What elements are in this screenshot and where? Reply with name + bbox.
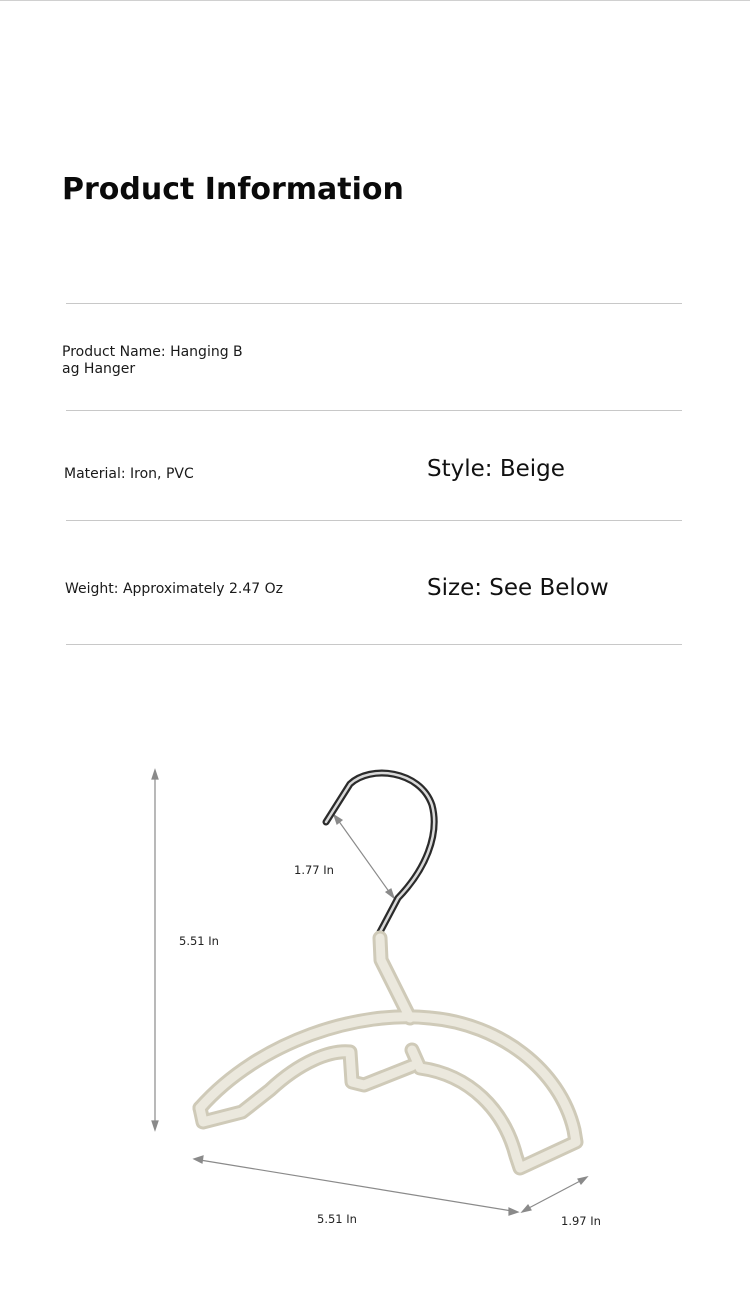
style-label: Style: Beige xyxy=(427,456,565,482)
depth-dimension-line xyxy=(527,1180,582,1209)
top-border xyxy=(0,0,750,1)
hanger-body xyxy=(200,938,576,1168)
divider xyxy=(66,303,682,304)
depth-label: 1.97 In xyxy=(561,1214,601,1228)
width-label: 5.51 In xyxy=(317,1212,357,1226)
hook-dimension-line xyxy=(338,820,390,893)
divider xyxy=(66,644,682,645)
divider xyxy=(66,410,682,411)
weight-label: Weight: Approximately 2.47 Oz xyxy=(65,581,283,597)
product-name-line1: Product Name: Hanging B xyxy=(62,344,243,360)
page-title: Product Information xyxy=(62,172,404,207)
product-name xyxy=(62,344,243,378)
material-label: Material: Iron, PVC xyxy=(64,466,194,482)
size-label: Size: See Below xyxy=(427,575,609,601)
divider xyxy=(66,520,682,521)
product-name-line2: ag Hanger xyxy=(62,361,136,377)
width-dimension-line xyxy=(200,1160,512,1211)
height-label: 5.51 In xyxy=(179,934,219,948)
hanger-illustration xyxy=(0,740,750,1260)
dimension-lines xyxy=(152,770,587,1215)
hook-opening-label: 1.77 In xyxy=(294,863,334,877)
